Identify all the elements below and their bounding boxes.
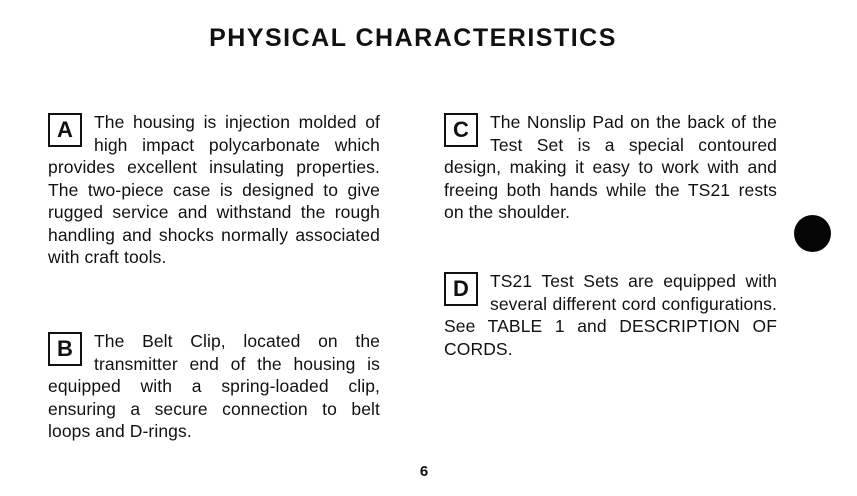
page-title: PHYSICAL CHARACTERISTICS	[209, 24, 617, 52]
section-b	[48, 330, 380, 443]
section-text: The housing is injection molded of high impact polycarbonate which provides excellent insulating properties. The two-piece case is designed to give rugged service and withstand the rough handling and shocks normally associated with craft tools.	[48, 112, 380, 267]
section-text: TS21 Test Sets are equipped with several different cord configurations. See TABLE 1 and DESCRIPTION OF CORDS.	[444, 271, 777, 359]
section-letter-badge: C	[444, 113, 478, 147]
section-letter-badge: D	[444, 272, 478, 306]
section-text: The Nonslip Pad on the back of the Test Set is a special contoured design, making it easy to work with and freeing both hands while the TS21 rests on the shoulder.	[444, 112, 777, 222]
section-d	[444, 270, 777, 360]
section-c	[444, 111, 777, 224]
section-text: The Belt Clip, located on the transmitter end of the housing is equipped with a spring-loaded clip, ensuring a secure connection to belt loops and D-rings.	[48, 331, 380, 441]
section-letter-badge: B	[48, 332, 82, 366]
margin-dot-mark	[794, 215, 831, 252]
section-letter-badge: A	[48, 113, 82, 147]
section-a	[48, 111, 380, 269]
page-number: 6	[419, 463, 429, 480]
